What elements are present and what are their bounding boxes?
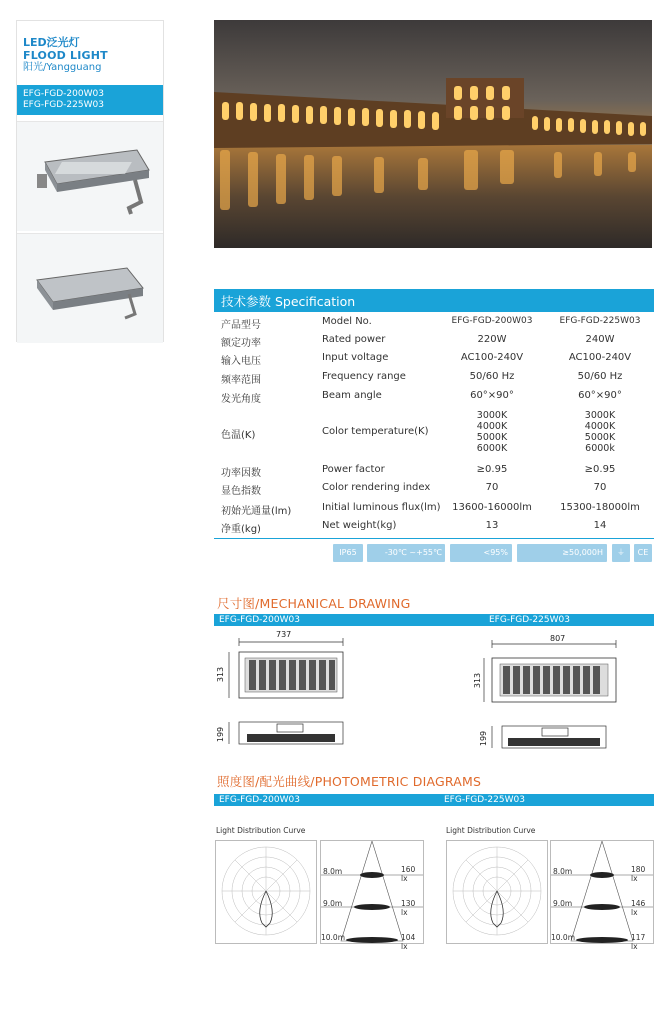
right-dist-1: 8.0m xyxy=(553,867,573,876)
ct1-d: 6000K xyxy=(476,443,508,454)
ct2-a: 3000K xyxy=(584,410,616,421)
left-height-dim: 313 xyxy=(216,666,226,683)
hero-bridge-photo xyxy=(214,20,652,248)
ip-badge: IP65 xyxy=(333,544,363,562)
left-width-dim: 737 xyxy=(276,630,292,639)
mechanical-drawing-right xyxy=(473,634,628,759)
row-value-2: 14 xyxy=(593,520,607,531)
mechanical-left-model: EFG-FGD-200W03 xyxy=(219,615,300,625)
product-sidebar xyxy=(16,20,164,342)
left-lux-2: 130 lx xyxy=(401,899,416,917)
row-value-2: 70 xyxy=(593,482,607,493)
left-curve-label: Light Distribution Curve xyxy=(216,826,306,835)
humidity-badge: <95% xyxy=(450,544,512,562)
photometric-title: 照度图/配光曲线/PHOTOMETRIC DIAGRAMS xyxy=(217,774,482,789)
mechanical-drawing-left xyxy=(215,630,355,755)
ground-icon: ⏚ xyxy=(612,544,630,562)
row-value-1: AC100-240V xyxy=(460,352,524,363)
right-width-dim: 807 xyxy=(550,634,566,643)
row-label-cn: 频率范围 xyxy=(221,375,261,386)
right-polar-diagram xyxy=(446,840,548,944)
right-side-dim: 199 xyxy=(479,730,489,747)
row-value-2: EFG-FGD-225W03 xyxy=(559,316,641,326)
row-label-en: Color rendering index xyxy=(322,482,431,493)
row-value-2: ≥0.95 xyxy=(584,464,616,475)
row-label-cn: 色温(K) xyxy=(221,430,256,441)
right-lux-2: 146 lx xyxy=(631,899,646,917)
row-label-en: Power factor xyxy=(322,464,385,475)
row-label-en: Frequency range xyxy=(322,371,406,382)
spec-header: 技术参数 Specification xyxy=(214,289,654,312)
ct1-b: 4000K xyxy=(476,421,508,432)
row-value-1: ≥0.95 xyxy=(476,464,508,475)
row-label-en: Beam angle xyxy=(322,390,382,401)
ct2-c: 5000K xyxy=(584,432,616,443)
row-label-cn: 初始光通量(lm) xyxy=(221,506,292,517)
left-polar-diagram xyxy=(215,840,317,944)
left-lux-3: 104 lx xyxy=(401,933,416,951)
row-value-1: 60°×90° xyxy=(470,390,514,401)
left-side-dim: 199 xyxy=(216,726,226,743)
row-label-cn: 显色指数 xyxy=(221,486,261,497)
model-2: EFG-FGD-225W03 xyxy=(23,100,104,110)
left-illuminance-diagram xyxy=(320,840,424,951)
row-value-2: AC100-240V xyxy=(568,352,632,363)
row-label-en: Net weight(kg) xyxy=(322,520,397,531)
ct2-b: 4000K xyxy=(584,421,616,432)
right-height-dim: 313 xyxy=(473,672,483,689)
photometric-right-model: EFG-FGD-225W03 xyxy=(444,795,525,805)
right-dist-3: 10.0m xyxy=(551,933,576,942)
left-dist-1: 8.0m xyxy=(323,867,343,876)
ct1-a: 3000K xyxy=(476,410,508,421)
row-value-1: 13600-16000lm xyxy=(452,502,532,513)
row-label-cn: 输入电压 xyxy=(221,356,261,367)
product-image-2 xyxy=(17,233,163,343)
row-label-cn: 发光角度 xyxy=(221,394,261,405)
right-dist-2: 9.0m xyxy=(553,899,573,908)
mechanical-title: 尺寸图/MECHANICAL DRAWING xyxy=(217,596,411,611)
row-value-1: 13 xyxy=(485,520,499,531)
title-cn: LED泛光灯 xyxy=(23,36,80,49)
row-label-en: Rated power xyxy=(322,334,386,345)
row-value-1: EFG-FGD-200W03 xyxy=(451,316,533,326)
brand-label: 阳光/Yangguang xyxy=(23,62,102,73)
row-value-1: 220W xyxy=(477,334,507,345)
row-label-en: Color temperature(K) xyxy=(322,426,429,437)
row-label-en: Initial luminous flux(lm) xyxy=(322,502,441,513)
lifetime-badge: ≥50,000H xyxy=(517,544,607,562)
row-value-2: 240W xyxy=(585,334,615,345)
left-dist-2: 9.0m xyxy=(323,899,343,908)
right-curve-label: Light Distribution Curve xyxy=(446,826,536,835)
row-label-en: Input voltage xyxy=(322,352,389,363)
row-value-1: 70 xyxy=(485,482,499,493)
spec-divider xyxy=(214,538,654,539)
product-image-1 xyxy=(17,121,163,231)
right-lux-3: 117 lx xyxy=(631,933,646,951)
right-lux-1: 180 lx xyxy=(631,865,646,883)
mechanical-right-model: EFG-FGD-225W03 xyxy=(489,615,570,625)
row-label-cn: 功率因数 xyxy=(221,468,261,479)
product-title-block xyxy=(17,21,163,83)
temperature-badge: -30℃ ~+55℃ xyxy=(367,544,445,562)
row-value-2: 60°×90° xyxy=(578,390,622,401)
right-illuminance-diagram xyxy=(550,840,654,951)
row-value-1: 50/60 Hz xyxy=(469,371,515,382)
row-label-cn: 额定功率 xyxy=(221,338,261,349)
ct2-d: 6000k xyxy=(585,443,615,454)
row-label-cn: 净重(kg) xyxy=(221,524,261,535)
left-lux-1: 160 lx xyxy=(401,865,416,883)
row-value-2: 50/60 Hz xyxy=(577,371,623,382)
photometric-left-model: EFG-FGD-200W03 xyxy=(219,795,300,805)
left-dist-3: 10.0m xyxy=(321,933,346,942)
model-1: EFG-FGD-200W03 xyxy=(23,89,104,99)
row-value-2: 15300-18000lm xyxy=(560,502,640,513)
row-label-cn: 产品型号 xyxy=(221,320,261,331)
model-band xyxy=(17,85,163,115)
title-en: FLOOD LIGHT xyxy=(23,49,108,62)
ce-icon: CE xyxy=(634,544,652,562)
ct1-c: 5000K xyxy=(476,432,508,443)
row-label-en: Model No. xyxy=(322,316,372,327)
